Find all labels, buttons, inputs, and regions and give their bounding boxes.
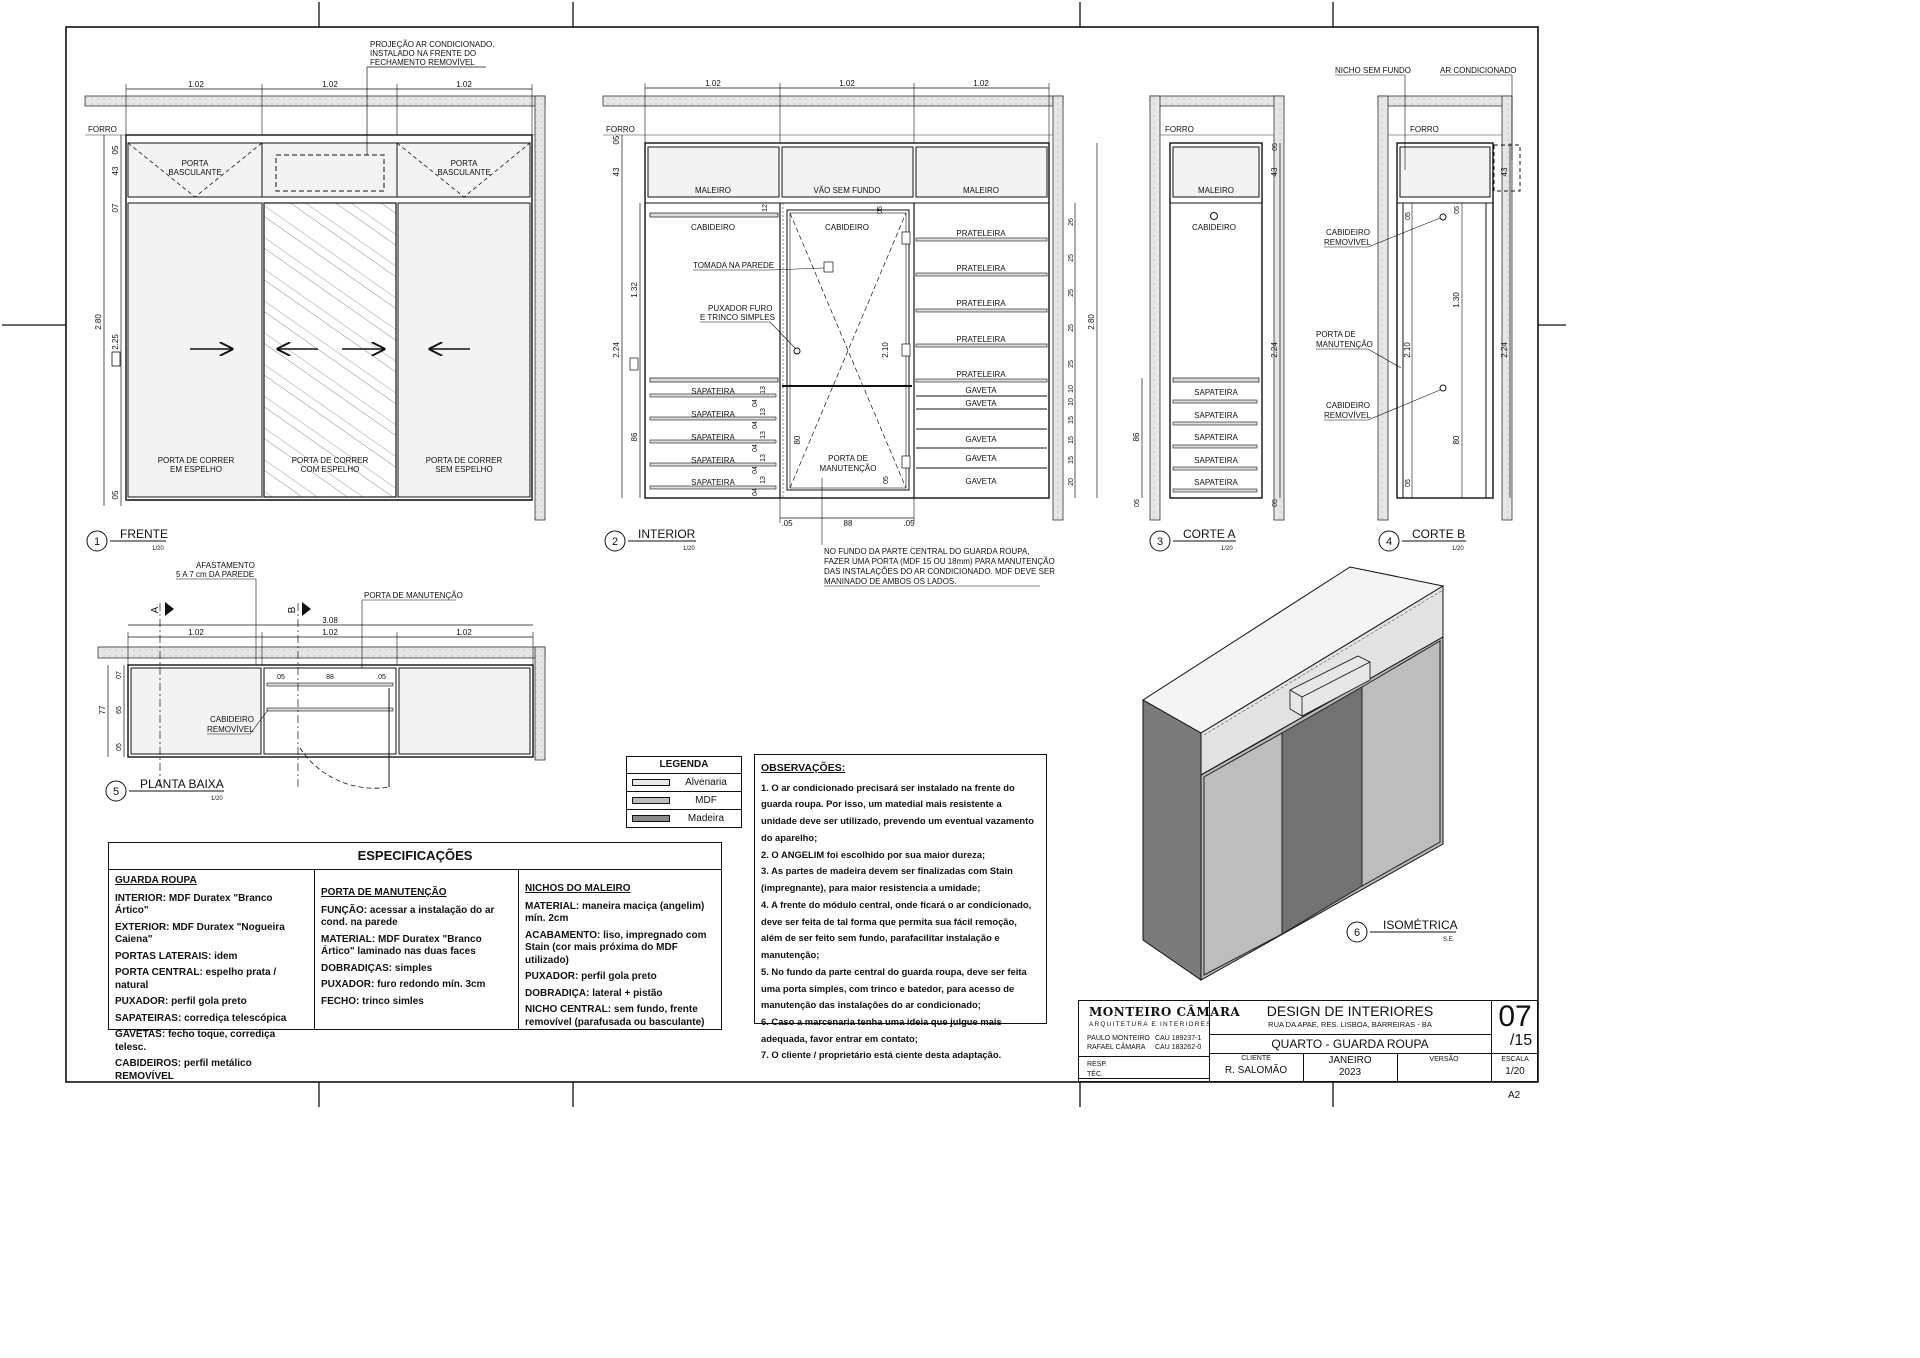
svg-text:13: 13 [760,386,767,394]
svg-text:05: 05 [1454,206,1461,214]
view-title-isometrica: ISOMÉTRICA [1383,918,1458,932]
svg-text:A: A [150,606,161,614]
svg-text:80: 80 [1452,435,1461,445]
legend-swatch-alvenaria [632,779,670,786]
svg-text:TOMADA NA PAREDE: TOMADA NA PAREDE [693,261,775,270]
svg-text:15: 15 [1068,456,1075,464]
svg-text:2.80: 2.80 [1087,314,1096,330]
svg-text:CABIDEIRO: CABIDEIRO [210,715,255,724]
svg-text:65: 65 [116,706,123,714]
svg-text:CABIDEIRO: CABIDEIRO [690,223,736,232]
svg-text:26: 26 [1068,218,1075,226]
svg-text:FORRO: FORRO [1410,125,1439,134]
svg-text:2.25: 2.25 [111,334,120,350]
svg-text:1.02: 1.02 [839,79,855,88]
observations [754,754,1047,1061]
legend [626,756,742,828]
svg-text:PROJEÇÃO AR CONDICIONADO.: PROJEÇÃO AR CONDICIONADO. [370,40,495,49]
svg-text:FORRO: FORRO [1165,125,1194,134]
svg-text:DAS INSTALAÇÕES DO AR CONDICIO: DAS INSTALAÇÕES DO AR CONDICIONADO. MDF DEVE SER [824,567,1055,576]
svg-text:PORTA DE MANUTENÇÃO: PORTA DE MANUTENÇÃO [364,591,463,600]
svg-text:86: 86 [1132,432,1141,442]
svg-text:05: 05 [1405,212,1412,220]
svg-text:2.24: 2.24 [612,342,621,358]
svg-text:25: 25 [1068,360,1075,368]
svg-text:4: 4 [1385,536,1393,548]
svg-text:GAVETA: GAVETA [965,454,997,463]
svg-text:S.E.: S.E. [1443,937,1455,943]
view-planta-baixa [98,561,545,802]
svg-text:REMOVÍVEL: REMOVÍVEL [207,725,254,734]
svg-text:CABIDEIRO: CABIDEIRO [1326,401,1371,410]
svg-text:1/20: 1/20 [1452,546,1464,552]
porta-basculante-1: PORTA [181,159,209,168]
svg-text:FECHAMENTO REMOVÍVEL: FECHAMENTO REMOVÍVEL [370,58,475,67]
svg-text:1/20: 1/20 [1221,546,1233,552]
svg-text:MANUTENÇÃO: MANUTENÇÃO [1316,340,1373,349]
svg-text:PRATELEIRA: PRATELEIRA [956,370,1006,379]
svg-text:INSTALADO NA FRENTE DO: INSTALADO NA FRENTE DO [370,49,477,58]
svg-text:GAVETA: GAVETA [965,399,997,408]
svg-text:SAPATEIRA: SAPATEIRA [691,410,735,419]
svg-text:REMOVÍVEL: REMOVÍVEL [1324,411,1371,420]
svg-text:EM ESPELHO: EM ESPELHO [169,465,223,474]
spec-col-nichos-maleiro: NICHOS DO MALEIRO MATERIAL: maneira maciça (angelim) mín. 2cm ACABAMENTO: liso, impregnado com Stain (cor mais próxima do MDF utilizado) PUXADOR: perfil gola preto DOBRADIÇA: lateral + pistão NICHO CENTRAL: sem fundo, frente removível (parafusada ou basculante) [525,883,707,1028]
svg-text:.05: .05 [275,674,285,681]
svg-text:PRATELEIRA: PRATELEIRA [956,335,1006,344]
svg-text:VÃO SEM FUNDO: VÃO SEM FUNDO [813,186,881,195]
svg-text:MALEIRO: MALEIRO [962,186,1000,195]
svg-text:05: 05 [111,490,120,500]
svg-text:SAPATEIRA: SAPATEIRA [1194,388,1238,397]
svg-text:43: 43 [612,167,621,177]
svg-text:1.02: 1.02 [705,79,721,88]
svg-text:3: 3 [1156,536,1164,548]
svg-text:77: 77 [98,705,107,715]
svg-text:88: 88 [843,519,853,528]
svg-text:SAPATEIRA: SAPATEIRA [1194,456,1238,465]
svg-text:MALEIRO: MALEIRO [694,186,732,195]
svg-text:15: 15 [1068,436,1075,444]
spec-col-guarda-roupa: GUARDA ROUPA INTERIOR: MDF Duratex "Branco Ártico" EXTERIOR: MDF Duratex "Nogueira Caiena" PORTAS LATERAIS: idem PORTA CENTRAL: espelho prata / natural PUXADOR: perfil gola preto SAPATEIRAS: corrediça telescópica GAVETAS: fecho toque, corrediça telesc. CABIDEIROS: perfil metálico REMOVÍVEL [109,869,315,1029]
legend-item-madeira: Madeira [627,810,741,827]
svg-text:1.02: 1.02 [456,628,472,637]
drawing-title: QUARTO - GUARDA ROUPA [1271,1037,1429,1051]
svg-text:CABIDEIRO: CABIDEIRO [1326,228,1371,237]
svg-text:PRATELEIRA: PRATELEIRA [956,299,1006,308]
svg-text:1.02: 1.02 [973,79,989,88]
svg-text:PORTA DE CORRER: PORTA DE CORRER [425,456,503,465]
svg-text:1/20: 1/20 [211,796,223,802]
observations-title: OBSERVAÇÕES: [761,762,846,774]
svg-text:04: 04 [752,421,759,429]
svg-text:07: 07 [111,203,120,213]
legend-item-mdf: MDF [627,792,741,810]
title-block: MONTEIRO CÂMARA ARQUITETURA E INTERIORES PAULO MONTEIRO CAU 189237-1 RAFAEL CÂMARA CAU 183262-0 RESP. TÉC. DESIGN DE INTERIORES RUA DA APAE, RES. LISBOA, BARREIRAS - BA QUARTO - GUARDA ROUPA CLIENTE R. SALOMÃO JANEIRO 2023 VERSÃO 07 /15 ESCALA 1/20 [1078,1000,1538,1082]
svg-text:25: 25 [1068,324,1075,332]
svg-text:MANUTENÇÃO: MANUTENÇÃO [819,464,877,473]
view-corte-b [1316,66,1520,552]
svg-text:43: 43 [1500,167,1509,177]
svg-text:.05: .05 [376,674,386,681]
svg-text:PUXADOR FURO: PUXADOR FURO [708,304,773,313]
svg-text:.05: .05 [781,519,793,528]
obs-item: 5. No fundo da parte central do guarda roupa, deve ser feita uma porta simples, com trinco e batedor, para acesso de manutenção das instalações do ar condicionado; [761,965,1027,1011]
svg-text:GAVETA: GAVETA [965,435,997,444]
svg-text:5 A 7 cm DA PAREDE: 5 A 7 cm DA PAREDE [176,570,255,579]
svg-text:05: 05 [612,135,621,145]
legend-swatch-mdf [632,797,670,804]
svg-text:SAPATEIRA: SAPATEIRA [691,478,735,487]
svg-text:MANINADO DE AMBOS OS LADOS.: MANINADO DE AMBOS OS LADOS. [824,577,957,586]
obs-item: 4. A frente do módulo central, onde ficará o ar condicionado, deve ser feita de tal forma que permita sua fácil remoção, além de ser feito sem fundo, parafacilitar instalação e manutenção; [761,898,1032,961]
svg-text:43: 43 [111,166,120,176]
svg-text:SAPATEIRA: SAPATEIRA [1194,411,1238,420]
svg-text:88: 88 [326,674,334,681]
client-name: R. SALOMÃO [1224,1065,1288,1076]
svg-text:05: 05 [1405,479,1412,487]
view-interior [603,79,1097,586]
svg-text:13: 13 [760,476,767,484]
project-address: RUA DA APAE, RES. LISBOA, BARREIRAS - BA [1268,1020,1432,1029]
svg-text:CABIDEIRO: CABIDEIRO [1191,223,1237,232]
legend-item-alvenaria: Alvenaria [627,774,741,792]
svg-text:AFASTAMENTO: AFASTAMENTO [196,561,255,570]
view-title-interior: INTERIOR [638,527,696,541]
svg-text:1.02: 1.02 [456,80,472,89]
obs-item: 6. Caso a marcenaria tenha uma ideia que julgue mais adequada, favor entrar em contato; [761,1015,1002,1044]
svg-text:GAVETA: GAVETA [965,477,997,486]
svg-text:COM ESPELHO: COM ESPELHO [300,465,360,474]
svg-text:1.02: 1.02 [322,628,338,637]
svg-text:1: 1 [93,536,101,548]
sheet-total: /15 [1509,1032,1533,1049]
svg-text:.05: .05 [903,519,915,528]
svg-text:SAPATEIRA: SAPATEIRA [1194,433,1238,442]
obs-item: 1. O ar condicionado precisará ser instalado na frente do guarda roupa. Por isso, um matedial mais resistente a unidade deve ser utilizado, prevendo um eventual vazamento do aparelho; [761,781,1034,843]
svg-text:NO FUNDO DA PARTE CENTRAL DO G: NO FUNDO DA PARTE CENTRAL DO GUARDA ROUPA, [824,547,1030,556]
svg-text:SAPATEIRA: SAPATEIRA [691,433,735,442]
porta-basculante-2: PORTA [450,159,478,168]
svg-text:6: 6 [1353,927,1361,939]
svg-text:PORTA DE: PORTA DE [828,454,868,463]
svg-text:BASCULANTE: BASCULANTE [437,168,491,177]
svg-text:5: 5 [112,786,120,798]
spec-col-porta-manutencao: PORTA DE MANUTENÇÃO FUNÇÃO: acessar a instalação do ar cond. na parede MATERIAL: MDF Duratex "Branco Ártico" laminado nas duas faces DOBRADIÇAS: simples PUXADOR: furo redondo mín. 3cm FECHO: trinco simles [315,869,519,1029]
svg-text:2.10: 2.10 [881,342,890,358]
svg-text:AR CONDICIONADO: AR CONDICIONADO [1440,66,1517,75]
svg-text:15: 15 [1068,416,1075,424]
svg-text:10: 10 [1068,398,1075,406]
paper-format: A2 [1508,1090,1521,1101]
svg-text:20: 20 [1068,478,1075,486]
svg-text:12: 12 [762,204,769,212]
svg-text:05: 05 [877,206,884,214]
specifications-title: ESPECIFICAÇÕES [109,843,721,870]
svg-text:FORRO: FORRO [606,125,635,134]
svg-text:PRATELEIRA: PRATELEIRA [956,264,1006,273]
svg-text:05: 05 [1272,143,1279,151]
svg-text:04: 04 [752,399,759,407]
svg-text:1.02: 1.02 [322,80,338,89]
view-frente [85,40,545,552]
obs-item: 7. O cliente / proprietário está ciente desta adaptação. [761,1049,1002,1061]
svg-text:05: 05 [116,743,123,751]
svg-text:2: 2 [611,536,619,548]
svg-text:2.24: 2.24 [1500,342,1509,358]
svg-text:1.30: 1.30 [1452,292,1461,308]
project-title: DESIGN DE INTERIORES [1266,1003,1434,1019]
svg-text:43: 43 [1270,167,1279,177]
svg-text:1/20: 1/20 [683,546,695,552]
svg-text:E TRINCO SIMPLES: E TRINCO SIMPLES [700,313,775,322]
specifications-table [108,842,722,1082]
svg-text:PORTA DE CORRER: PORTA DE CORRER [291,456,369,465]
svg-text:07: 07 [116,671,123,679]
svg-text:BASCULANTE: BASCULANTE [168,168,222,177]
svg-text:13: 13 [760,454,767,462]
svg-text:FAZER UMA PORTA (MDF 15 OU 18m: FAZER UMA PORTA (MDF 15 OU 18mm) PARA MANUTENÇÃO [824,557,1055,566]
svg-text:80: 80 [793,435,802,445]
date-year: 2023 [1338,1067,1362,1078]
svg-text:1.02: 1.02 [188,80,204,89]
brand-logo: MONTEIRO CÂMARA [1089,1005,1241,1019]
view-corte-a [1132,96,1284,552]
sheet-scale: 1/20 [1505,1066,1525,1077]
svg-text:GAVETA: GAVETA [965,386,997,395]
svg-text:1.02: 1.02 [188,628,204,637]
obs-item: 2. O ANGELIM foi escolhido por sua maior dureza; [761,848,986,860]
svg-text:04: 04 [752,488,759,496]
svg-text:05: 05 [1272,499,1279,507]
brand-subtitle: ARQUITETURA E INTERIORES [1089,1021,1212,1028]
svg-text:SEM ESPELHO: SEM ESPELHO [435,465,493,474]
legend-title: LEGENDA [627,757,741,774]
svg-text:04: 04 [752,444,759,452]
svg-text:05: 05 [111,145,120,155]
svg-text:3.08: 3.08 [322,616,338,625]
svg-text:1.32: 1.32 [630,282,639,298]
svg-text:MALEIRO: MALEIRO [1197,186,1235,195]
obs-item: 3. As partes de madeira devem ser finalizadas com Stain (impregnante), para maior resistencia a umidade; [761,865,1013,894]
svg-text:PRATELEIRA: PRATELEIRA [956,229,1006,238]
svg-text:CABIDEIRO: CABIDEIRO [824,223,870,232]
svg-text:PORTA DE CORRER: PORTA DE CORRER [157,456,235,465]
svg-text:1/20: 1/20 [152,546,164,552]
svg-text:SAPATEIRA: SAPATEIRA [691,387,735,396]
svg-text:13: 13 [760,408,767,416]
sheet-number: 07 [1498,1000,1532,1033]
view-title-corte-a: CORTE A [1183,527,1236,541]
svg-text:25: 25 [1068,289,1075,297]
svg-text:05: 05 [883,476,890,484]
svg-text:13: 13 [760,431,767,439]
forro-label: FORRO [88,125,117,134]
view-title-planta: PLANTA BAIXA [140,777,224,791]
svg-text:SAPATEIRA: SAPATEIRA [691,456,735,465]
svg-text:2.24: 2.24 [1270,342,1279,358]
svg-text:SAPATEIRA: SAPATEIRA [1194,478,1238,487]
legend-swatch-madeira [632,815,670,822]
view-title-frente: FRENTE [120,527,168,541]
svg-text:05: 05 [1134,499,1141,507]
view-isometrica [1143,567,1458,980]
svg-text:REMOVÍVEL: REMOVÍVEL [1324,238,1371,247]
date-month: JANEIRO [1328,1055,1372,1066]
svg-text:NICHO SEM FUNDO: NICHO SEM FUNDO [1335,66,1411,75]
svg-text:PORTA DE: PORTA DE [1316,330,1356,339]
view-title-corte-b: CORTE B [1412,527,1466,541]
svg-text:25: 25 [1068,254,1075,262]
svg-text:86: 86 [630,432,639,442]
svg-text:B: B [287,606,298,614]
svg-text:2.80: 2.80 [94,314,103,330]
svg-text:04: 04 [752,466,759,474]
svg-text:2.10: 2.10 [1403,342,1412,358]
svg-text:10: 10 [1068,385,1075,393]
